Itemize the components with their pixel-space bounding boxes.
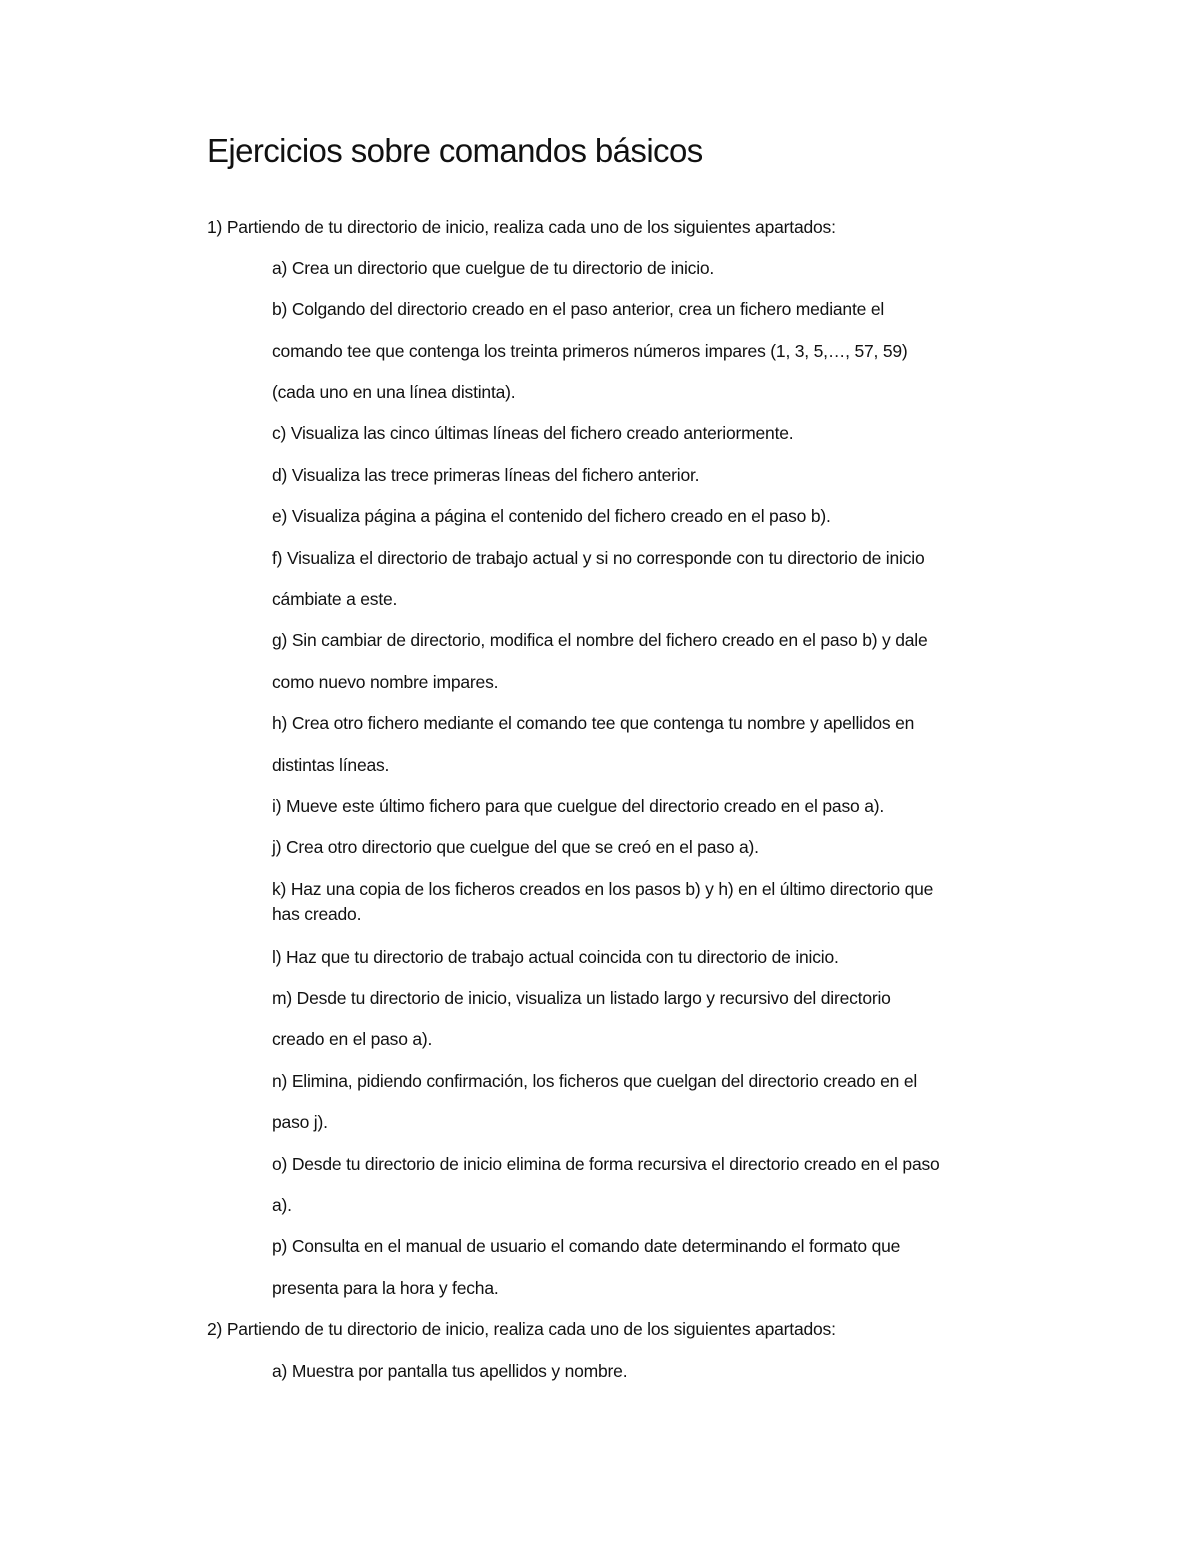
question-1-item-h-line-2: distintas líneas. — [272, 755, 390, 775]
question-1-item-d: d) Visualiza las trece primeras líneas del fichero anterior. — [272, 465, 700, 485]
question-1-item-k-line-1: k) Haz una copia de los ficheros creados en los pasos b) y h) en el último directorio que — [272, 879, 934, 899]
question-1-item-k-line-2: has creado. — [272, 904, 362, 924]
question-1-item-n-line-1: n) Elimina, pidiendo confirmación, los ficheros que cuelgan del directorio creado en el — [272, 1071, 918, 1091]
question-1-item-p-line-1: p) Consulta en el manual de usuario el comando date determinando el formato que — [272, 1236, 901, 1256]
question-1-item-m-line-2: creado en el paso a). — [272, 1029, 433, 1049]
question-1-item-o-line-2: a). — [272, 1195, 292, 1215]
question-1-heading: 1) Partiendo de tu directorio de inicio, realiza cada uno de los siguientes apartados: — [207, 217, 836, 237]
question-1-item-o-line-1: o) Desde tu directorio de inicio elimina de forma recursiva el directorio creado en el paso — [272, 1154, 940, 1174]
question-1-item-l: l) Haz que tu directorio de trabajo actual coincida con tu directorio de inicio. — [272, 947, 839, 967]
question-1-item-a: a) Crea un directorio que cuelgue de tu directorio de inicio. — [272, 258, 715, 278]
question-1-item-c: c) Visualiza las cinco últimas líneas del fichero creado anteriormente. — [272, 423, 794, 443]
question-1-item-g-line-1: g) Sin cambiar de directorio, modifica el nombre del fichero creado en el paso b) y dale — [272, 630, 928, 650]
question-2-heading: 2) Partiendo de tu directorio de inicio, realiza cada uno de los siguientes apartados: — [207, 1319, 836, 1339]
question-1-item-g-line-2: como nuevo nombre impares. — [272, 672, 499, 692]
question-1-item-j: j) Crea otro directorio que cuelgue del que se creó en el paso a). — [272, 837, 759, 857]
question-1-item-m-line-1: m) Desde tu directorio de inicio, visualiza un listado largo y recursivo del directorio — [272, 988, 891, 1008]
question-1-item-b-line-1: b) Colgando del directorio creado en el paso anterior, crea un fichero mediante el — [272, 299, 885, 319]
question-1-item-f-line-1: f) Visualiza el directorio de trabajo actual y si no corresponde con tu directorio de inicio — [272, 548, 925, 568]
question-1-item-e: e) Visualiza página a página el contenido del fichero creado en el paso b). — [272, 506, 831, 526]
question-1-item-h-line-1: h) Crea otro fichero mediante el comando tee que contenga tu nombre y apellidos en — [272, 713, 915, 733]
question-1-item-b-line-3: (cada uno en una línea distinta). — [272, 382, 516, 402]
question-1-item-i: i) Mueve este último fichero para que cuelgue del directorio creado en el paso a). — [272, 796, 885, 816]
question-1-item-n-line-2: paso j). — [272, 1112, 328, 1132]
question-1-item-f-line-2: cámbiate a este. — [272, 589, 398, 609]
question-1-item-b-line-2: comando tee que contenga los treinta primeros números impares (1, 3, 5,…, 57, 59) — [272, 341, 908, 361]
document-title: Ejercicios sobre comandos básicos — [207, 132, 703, 169]
question-1-item-p-line-2: presenta para la hora y fecha. — [272, 1278, 499, 1298]
question-2-item-a: a) Muestra por pantalla tus apellidos y nombre. — [272, 1361, 628, 1381]
